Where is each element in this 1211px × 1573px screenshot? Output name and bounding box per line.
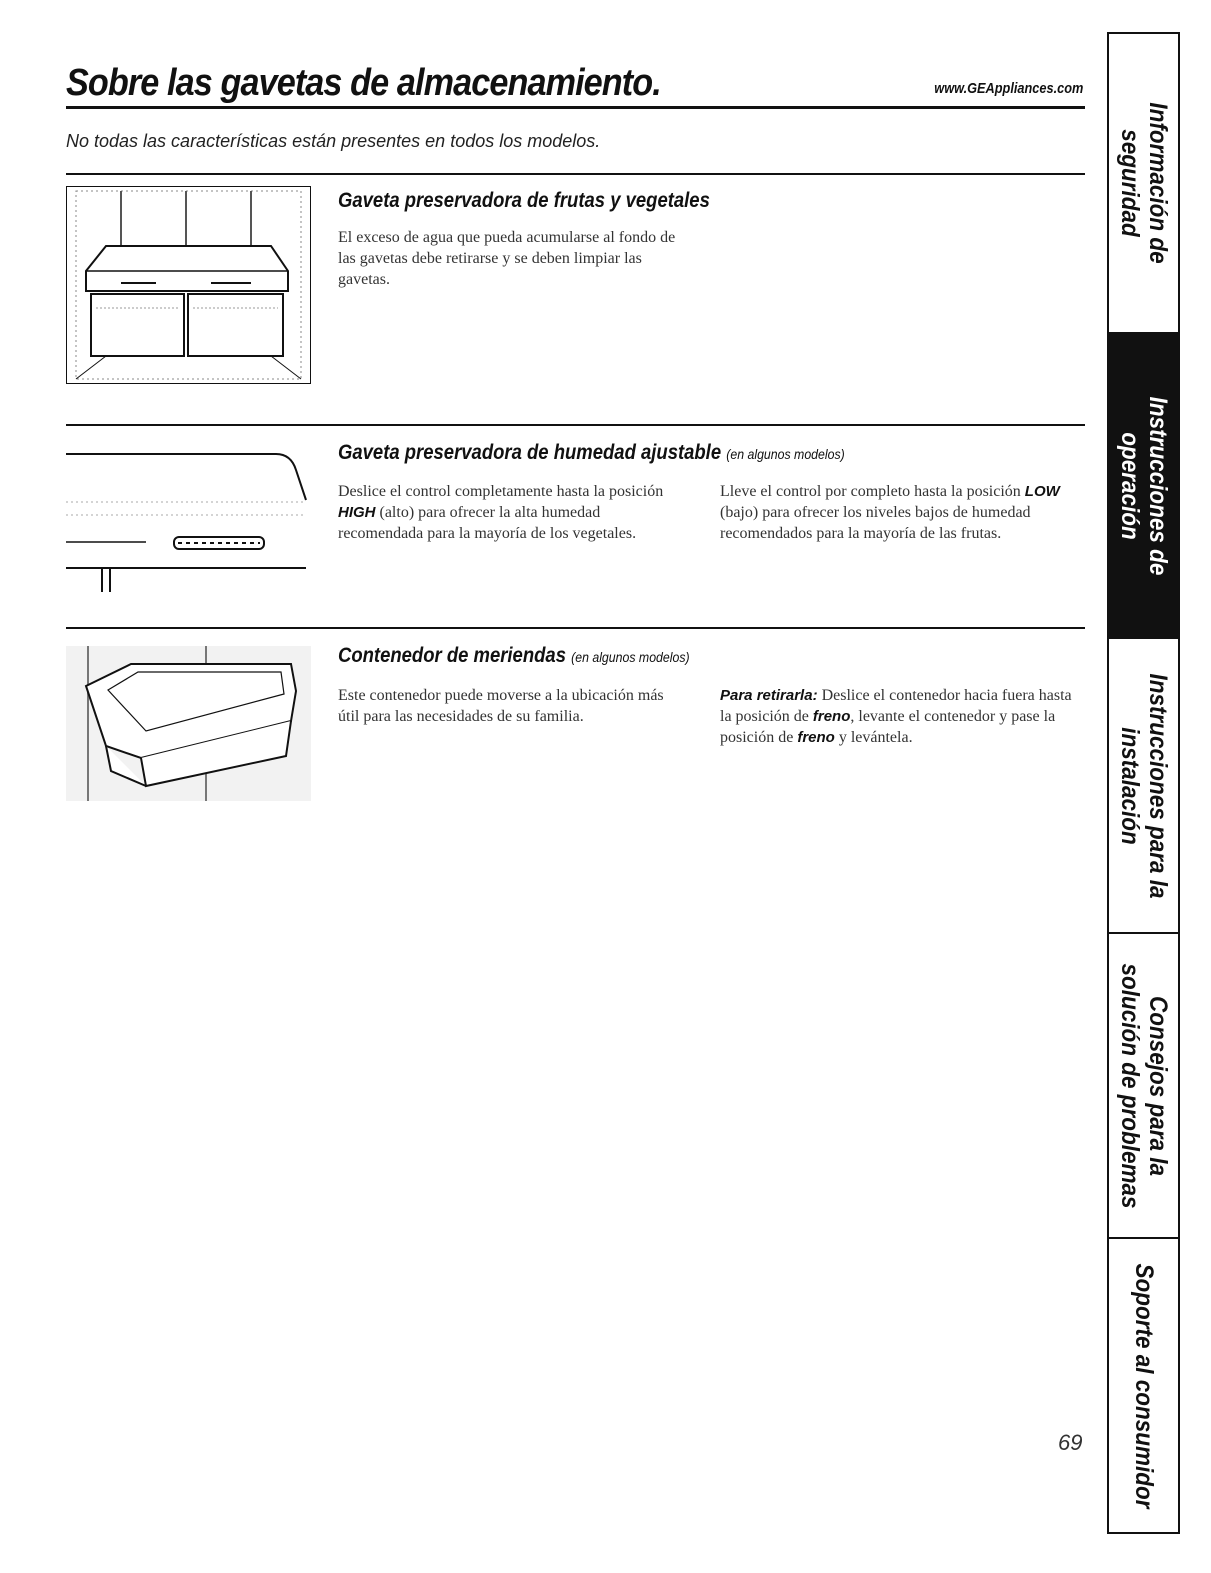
- tab-troubleshooting-tips[interactable]: [1109, 934, 1178, 1239]
- tab-label: Información de seguridad: [1115, 102, 1172, 264]
- humidity-control-illustration: [66, 440, 311, 595]
- humidity-high-before: Deslice el control completamente hasta la posición: [338, 483, 664, 500]
- tab-operating-instructions[interactable]: [1109, 334, 1178, 639]
- low-keyword: LOW: [1024, 483, 1060, 500]
- tab-label: Instrucciones de operación: [1115, 396, 1172, 575]
- removal-part1: Deslice el contenedor hacia fuera hasta la posición de: [720, 687, 1072, 725]
- humidity-heading-text: Gaveta preservadora de humedad ajustable: [338, 441, 722, 464]
- page-number: 69: [1058, 1430, 1083, 1455]
- snack-heading-note: (en algunos modelos): [571, 649, 690, 665]
- section-divider: [66, 424, 1085, 426]
- tab-label: Instrucciones para la instalación: [1115, 672, 1172, 899]
- title-rule: [66, 106, 1085, 109]
- tab-label: Soporte al consumidor: [1129, 1262, 1158, 1509]
- section-heading-snack-pan: [338, 644, 690, 668]
- snack-pan-illustration: [66, 646, 311, 801]
- tab-label: Consejos para la solución de problemas: [1115, 962, 1172, 1209]
- humidity-high-after: (alto) para ofrecer la alta humedad recomendada para la mayoría de los vegetales.: [338, 504, 637, 542]
- humidity-low-after: (bajo) para ofrecer los niveles bajos de humedad recomendados para la mayoría de las frutas.: [720, 504, 1031, 542]
- page-title: Sobre las gavetas de almacenamiento.: [66, 62, 661, 104]
- freno-keyword: freno: [812, 708, 851, 725]
- tab-consumer-support[interactable]: [1109, 1239, 1178, 1532]
- high-keyword: HIGH: [338, 504, 376, 521]
- section-tabs: [1107, 32, 1180, 1534]
- tab-installation-instructions[interactable]: [1109, 639, 1178, 934]
- snack-heading-text: Contenedor de meriendas: [338, 644, 566, 667]
- freno-keyword: freno: [797, 729, 835, 746]
- humidity-heading-note: (en algunos modelos): [726, 446, 845, 462]
- snack-pan-text: Este contenedor puede moverse a la ubicación más útil para las necesidades de su familia.: [338, 687, 664, 725]
- tab-safety-information[interactable]: [1109, 34, 1178, 334]
- snack-pan-removal-text: [720, 685, 1084, 748]
- website-url: www.GEAppliances.com: [933, 80, 1083, 97]
- intro-note: No todas las características están presentes en todos los modelos.: [66, 131, 601, 151]
- removal-part3: y levántela.: [834, 729, 913, 746]
- fruit-drawer-text: El exceso de agua que pueda acumularse al fondo de las gavetas debe retirarse y se deben limpiar las gavetas.: [338, 229, 676, 288]
- removal-label: Para retirarla:: [720, 687, 818, 704]
- crisper-drawers-illustration: [66, 186, 311, 384]
- section-heading-humidity-drawer: [338, 441, 845, 465]
- section-heading-fruit-drawer: Gaveta preservadora de frutas y vegetales: [338, 189, 710, 212]
- removal-part2: , levante el contenedor y pase la posición de: [720, 708, 1056, 746]
- humidity-low-before: Lleve el control por completo hasta la posición: [720, 483, 1025, 500]
- humidity-high-text: [338, 481, 688, 544]
- humidity-low-text: [720, 481, 1084, 544]
- section-divider: [66, 627, 1085, 629]
- section-divider: [66, 173, 1085, 175]
